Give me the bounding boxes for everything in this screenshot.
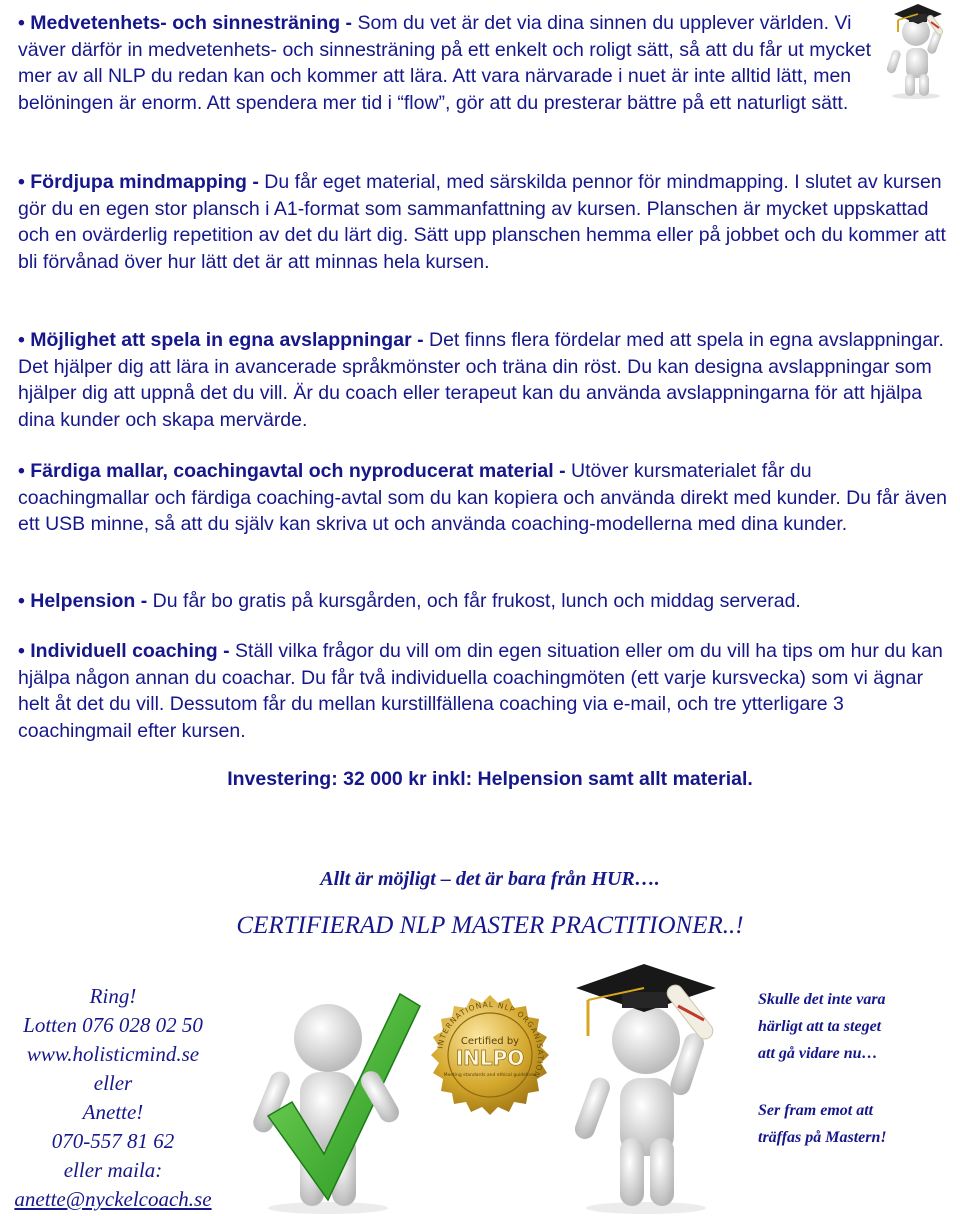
contact-or: eller (93, 1071, 133, 1095)
contact-phone-lotten[interactable]: Lotten 076 028 02 50 (23, 1013, 203, 1037)
seal-ring-text: INTERNATIONAL NLP ORGANISATION (435, 999, 546, 1080)
greeting-line-1: Ser fram emot att (758, 1102, 874, 1119)
certification-title: CERTIFIERAD NLP MASTER PRACTITIONER..! (236, 912, 744, 939)
seal-certified-label: Certified by (460, 1036, 520, 1047)
contact-call: Ring! (89, 984, 137, 1008)
bullet: • (18, 590, 25, 612)
feature-body: Utöver kursmaterialet får du coachingmallar och färdiga coaching-avtal som du kan kopiera och använda direkt med kunder. Du får även ett USB minne, så att du själv kan skriva ut och använda coaching-modellerna med dina kunder. (18, 460, 947, 535)
feature-body: Du får eget material, med särskilda pennor för mindmapping. I slutet av kursen gör du en egen stor plansch i A1-format som sammanfattning av kursen. Planschen är mycket uppskattad och en ovärderlig repetition av det du lärt dig. Sätt upp planschen hemma eller på jobbet och du kommer att bli förvånad över hur lätt det är att minnas hela kursen. (18, 171, 946, 273)
feature-templates (18, 458, 948, 538)
bullet: • (18, 329, 25, 351)
invitation-line-3: att gå vidare nu… (758, 1045, 878, 1062)
slogan: Allt är möjligt – det är bara från HUR…. (320, 868, 660, 890)
feature-awareness (18, 10, 898, 116)
contact-mail-label: eller maila: (63, 1158, 163, 1182)
contact-block (0, 982, 226, 1214)
checkmark-figure-illustration (248, 976, 428, 1216)
feature-heading: Medvetenhets- och sinnesträning - (30, 12, 353, 34)
feature-full-board (18, 588, 953, 615)
feature-body: Det finns flera fördelar med att spela in egna avslappningar. Det hjälper dig att lära in avancerade språkmönster och träna din röst. Du kan designa avslappningar som hjälper dig att uppnå det du vill. Är du coach eller terapeut kan du använda avslappningarna för att hjälpa dina kunder och skapa mervärde. (18, 329, 944, 431)
bullet: • (18, 171, 25, 193)
bullet: • (18, 12, 25, 34)
investment-price: Investering: 32 000 kr inkl: Helpension samt allt material. (227, 768, 753, 790)
seal-small-text: Meeting standards and ethical guidelines (443, 1073, 537, 1078)
contact-anette: Anette! (82, 1100, 144, 1124)
contact-phone-anette[interactable]: 070-557 81 62 (51, 1129, 175, 1153)
greeting-line-2: träffas på Mastern! (758, 1129, 887, 1146)
greeting-text (758, 1097, 958, 1151)
contact-email-link[interactable]: anette@nyckelcoach.se (14, 1187, 212, 1211)
feature-heading: Fördjupa mindmapping - (30, 171, 259, 193)
invitation-line-1: Skulle det inte vara (758, 991, 886, 1008)
invitation-line-2: härligt att ta steget (758, 1018, 882, 1035)
seal-inlpo-label: INLPO (455, 1046, 525, 1070)
feature-mindmapping (18, 169, 948, 275)
feature-heading: Möjlighet att spela in egna avslappningar - (30, 329, 424, 351)
graduate-figure-illustration (566, 958, 746, 1216)
feature-heading: Färdiga mallar, coachingavtal och nyproducerat material - (30, 460, 566, 482)
invitation-text (758, 986, 958, 1067)
feature-heading: Individuell coaching - (30, 640, 230, 662)
bullet: • (18, 640, 25, 662)
feature-heading: Helpension - (30, 590, 148, 612)
feature-relaxation-recording (18, 327, 958, 433)
feature-individual-coaching (18, 638, 953, 744)
feature-body: Du får bo gratis på kursgården, och får frukost, lunch och middag serverad. (147, 590, 801, 612)
contact-website-link[interactable]: www.holisticmind.se (26, 1042, 200, 1066)
feature-body: Ställ vilka frågor du vill om din egen situation eller om du vill ha tips om hur du kan hjälpa någon annan du coachar. Du får två individuella coachingmöten (ett varje kursvecka) som vi ägnar helt åt det du vill. Dessutom får du mellan kurstillfällena coaching via e-mail, och tre ytterligare 3 coachingmail efter kursen. (18, 640, 943, 742)
bullet: • (18, 460, 25, 482)
inlpo-certification-seal (423, 988, 557, 1122)
feature-body: Som du vet är det via dina sinnen du upplever världen. Vi väver därför in medvetenhets- och sinnesträning på ett enkelt och roligt sätt, så att du får ut mycket mer av all NLP du redan kan och kommer att lära. Att vara närvarade i nuet är inte alltid lätt, men belöningen är enorm. Att spendera mer tid i “flow”, gör att du presterar bättre på ett naturligt sätt. (18, 12, 872, 114)
